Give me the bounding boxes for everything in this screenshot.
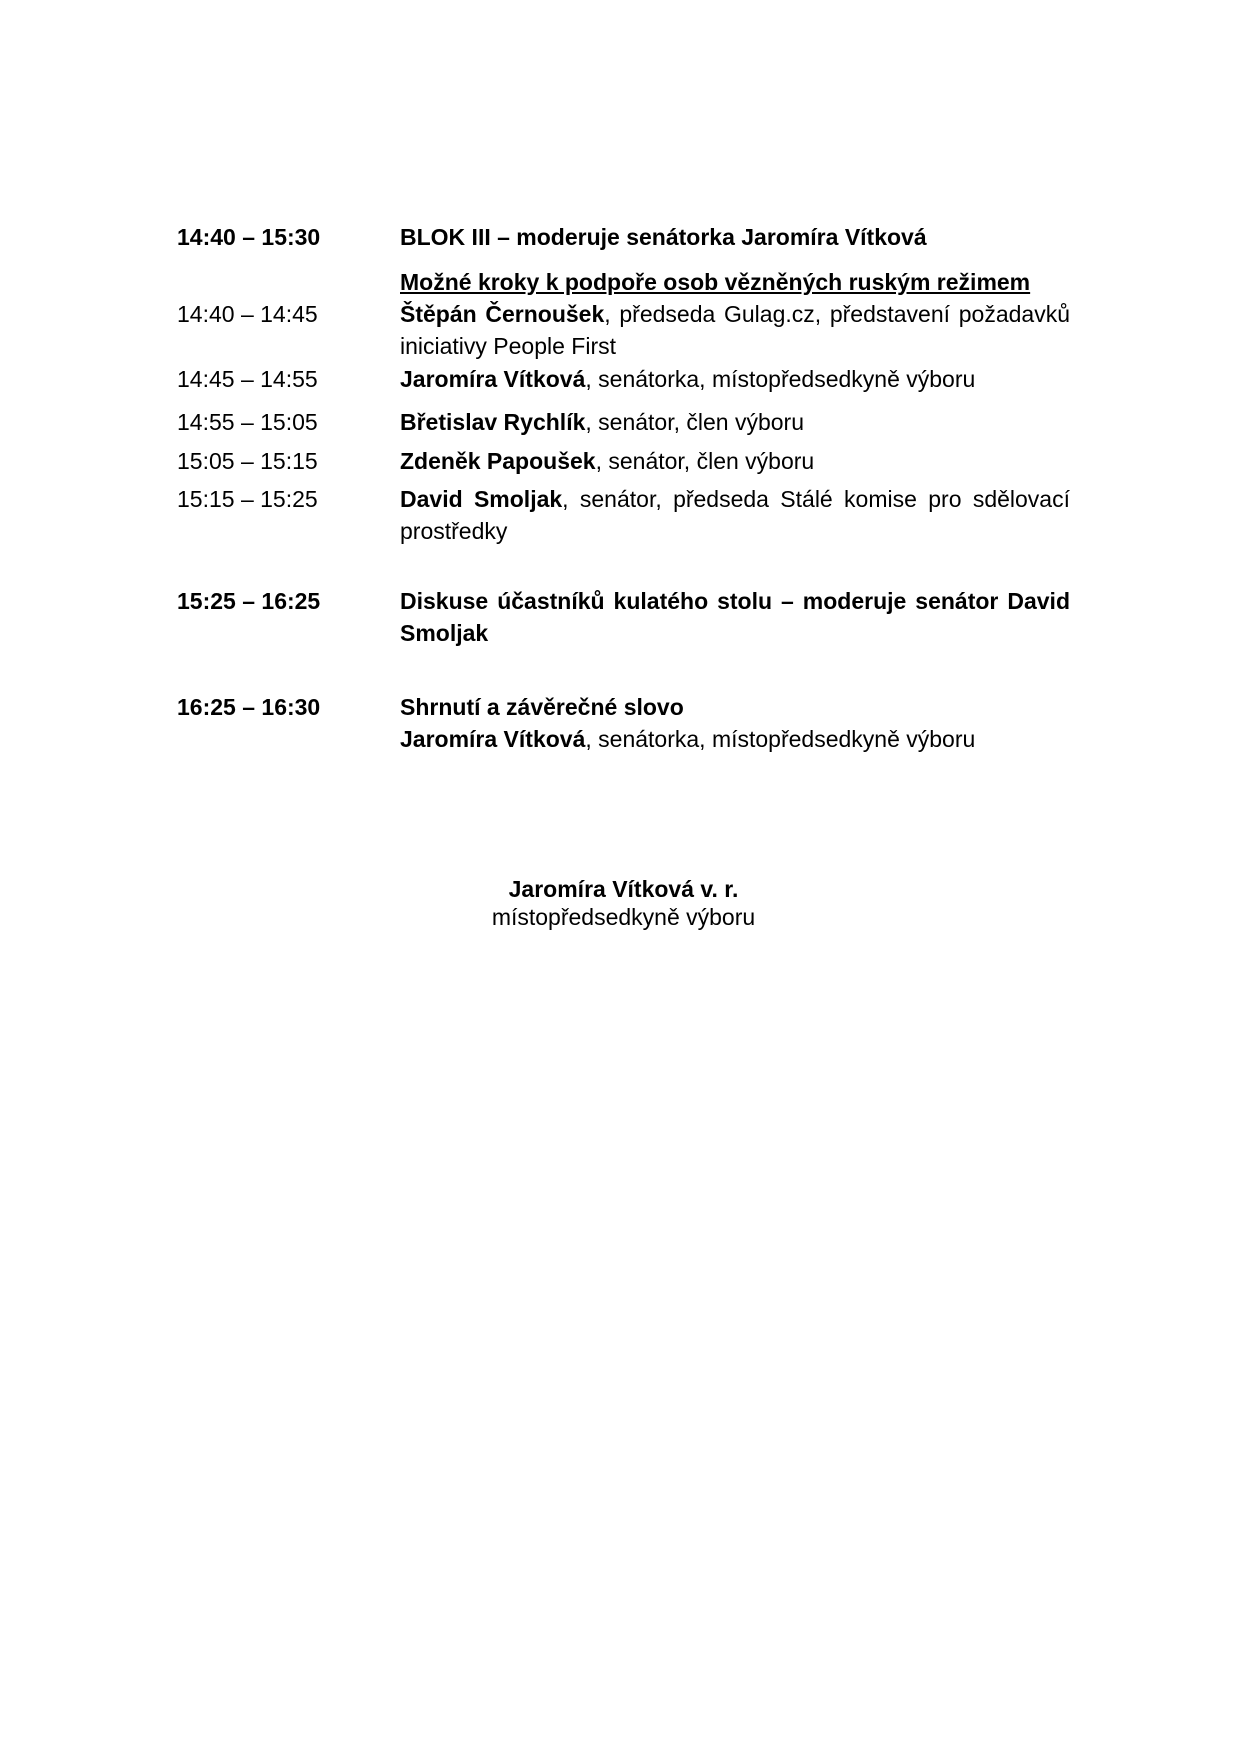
speaker-name: Štěpán Černoušek — [400, 301, 605, 327]
speaker-name: Břetislav Rychlík — [400, 409, 586, 435]
speaker-description: , senátorka, místopředsedkyně výboru — [585, 726, 976, 752]
block-title: BLOK III – moderuje senátorka Jaromíra Vítková — [400, 224, 927, 250]
agenda-row-block3-topic — [177, 266, 1070, 298]
time-range: 14:40 – 15:30 — [177, 224, 321, 250]
speaker-description: , senátor, člen výboru — [595, 448, 815, 474]
block-topic-heading: Možné kroky k podpoře osob vězněných ruským režimem — [400, 269, 1031, 295]
speaker-name: Jaromíra Vítková — [400, 726, 586, 752]
speaker-line — [400, 298, 1070, 330]
agenda-row-papousek — [177, 445, 1070, 477]
signature-name: Jaromíra Vítková v. r. — [508, 876, 739, 902]
summary-title: Shrnutí a závěrečné slovo — [400, 694, 684, 720]
agenda-row-vitkova — [177, 363, 1070, 395]
signature-block — [177, 875, 1070, 931]
speaker-description: , předseda Gulag.cz, představení požadavků — [604, 301, 1070, 327]
summary-speaker-line — [400, 723, 1070, 755]
agenda-row-cernousek — [177, 298, 1070, 362]
agenda-row-block3 — [177, 221, 1070, 253]
speaker-name: Zdeněk Papoušek — [400, 448, 596, 474]
agenda-content — [177, 221, 1070, 931]
speaker-description: , senátor, člen výboru — [585, 409, 804, 435]
time-range: 15:15 – 15:25 — [177, 486, 318, 512]
time-range: 14:55 – 15:05 — [177, 409, 318, 435]
speaker-description: , senátorka, místopředsedkyně výboru — [585, 366, 976, 392]
agenda-row-smoljak — [177, 483, 1070, 547]
speaker-name: David Smoljak — [400, 486, 563, 512]
speaker-description-line2: iniciativy People First — [400, 333, 617, 359]
discussion-title-line2: Smoljak — [400, 620, 489, 646]
time-range: 16:25 – 16:30 — [177, 694, 321, 720]
speaker-name: Jaromíra Vítková — [400, 366, 586, 392]
signature-role: místopředsedkyně výboru — [491, 904, 756, 930]
discussion-title-line1: Diskuse účastníků kulatého stolu – moderuje senátor David — [400, 588, 1070, 614]
agenda-row-rychlik — [177, 406, 1070, 438]
speaker-line — [400, 483, 1070, 515]
time-range: 15:05 – 15:15 — [177, 448, 318, 474]
agenda-row-summary — [177, 691, 1070, 755]
time-range: 15:25 – 16:25 — [177, 588, 321, 614]
time-range: 14:40 – 14:45 — [177, 301, 318, 327]
time-range: 14:45 – 14:55 — [177, 366, 318, 392]
speaker-description: , senátor, předseda Stálé komise pro sdělovací — [562, 486, 1070, 512]
speaker-description-line2: prostředky — [400, 518, 508, 544]
agenda-row-discussion — [177, 585, 1070, 649]
